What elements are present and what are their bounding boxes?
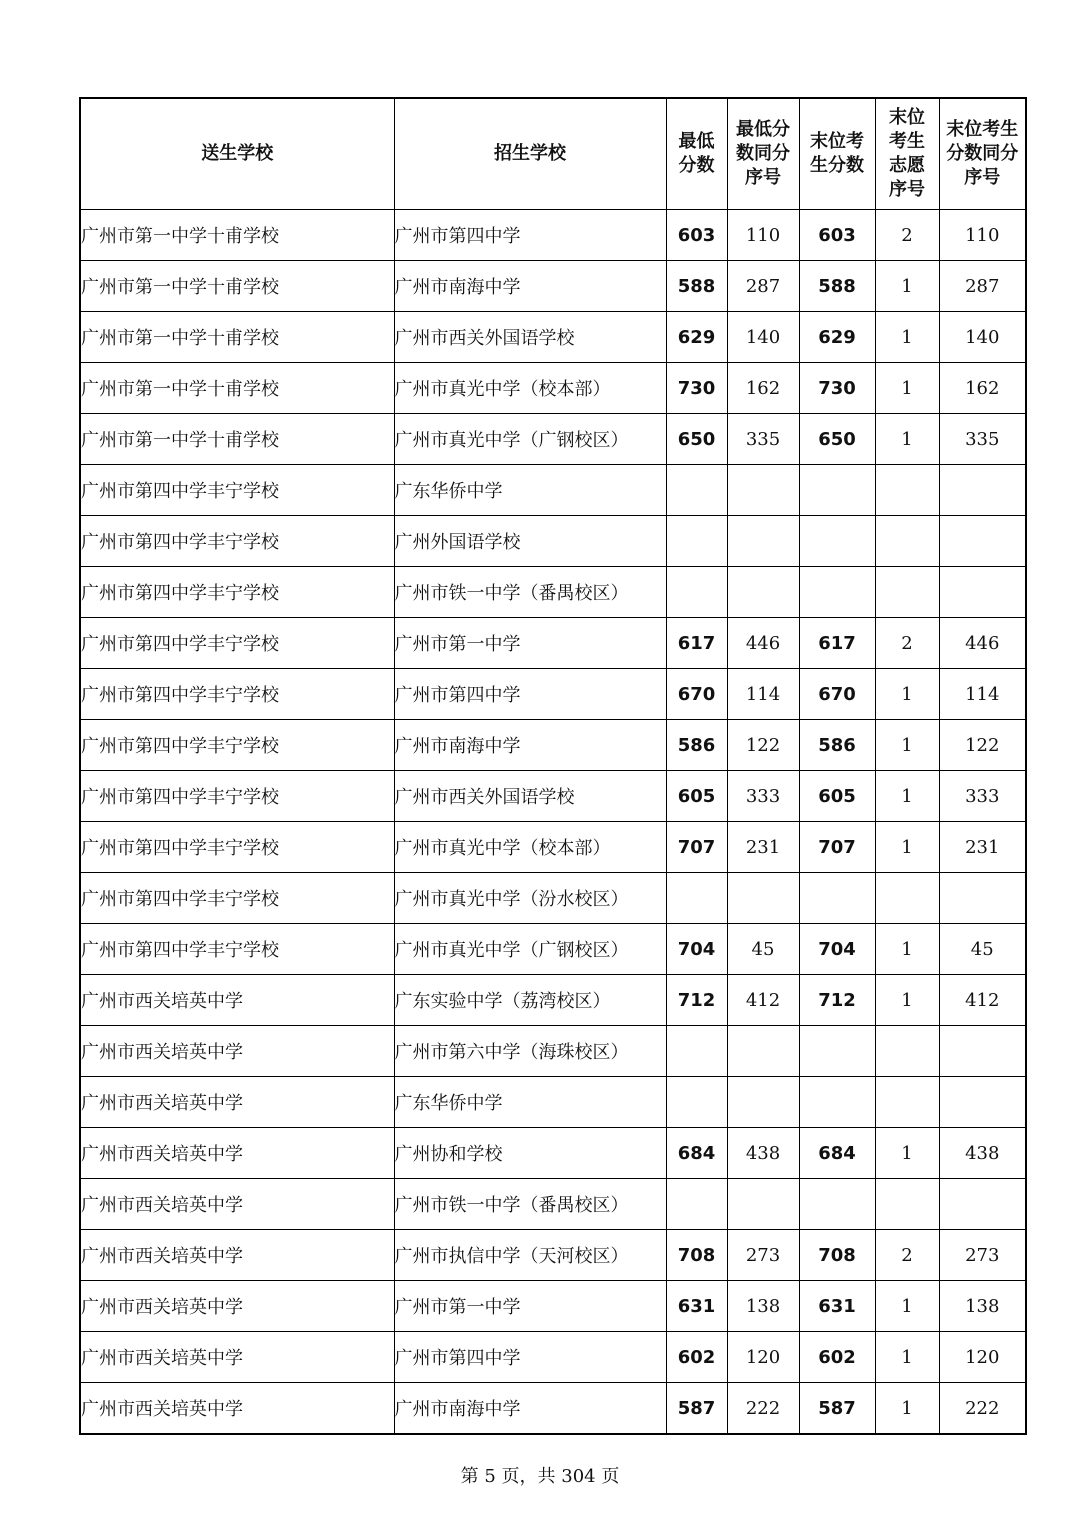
min-rank-cell: 114 bbox=[727, 669, 799, 720]
recruit-school-cell: 广州市真光中学（校本部） bbox=[394, 363, 666, 414]
last-pref-cell: 1 bbox=[875, 669, 939, 720]
last-pref-cell: 1 bbox=[875, 1383, 939, 1435]
last-pref-cell: 1 bbox=[875, 261, 939, 312]
last-rank-cell bbox=[939, 465, 1026, 516]
table-row bbox=[80, 210, 1026, 261]
last-score-cell: 704 bbox=[799, 924, 875, 975]
last-rank-cell: 45 bbox=[939, 924, 1026, 975]
last-pref-cell: 1 bbox=[875, 1128, 939, 1179]
send-school-cell: 广州市西关培英中学 bbox=[80, 1077, 394, 1128]
last-score-cell: 617 bbox=[799, 618, 875, 669]
last-score-cell: 602 bbox=[799, 1332, 875, 1383]
last-rank-cell: 412 bbox=[939, 975, 1026, 1026]
min-rank-cell: 140 bbox=[727, 312, 799, 363]
send-school-cell: 广州市西关培英中学 bbox=[80, 1281, 394, 1332]
last-score-cell: 631 bbox=[799, 1281, 875, 1332]
min-rank-cell bbox=[727, 873, 799, 924]
min-score-cell: 650 bbox=[666, 414, 727, 465]
table-row bbox=[80, 414, 1026, 465]
min-score-cell: 670 bbox=[666, 669, 727, 720]
send-school-cell: 广州市第一中学十甫学校 bbox=[80, 210, 394, 261]
recruit-school-cell: 广州市真光中学（校本部） bbox=[394, 822, 666, 873]
table-row bbox=[80, 771, 1026, 822]
last-rank-cell: 122 bbox=[939, 720, 1026, 771]
send-school-cell: 广州市第一中学十甫学校 bbox=[80, 414, 394, 465]
recruit-school-cell: 广州市真光中学（广钢校区） bbox=[394, 414, 666, 465]
last-pref-cell bbox=[875, 567, 939, 618]
last-pref-cell: 1 bbox=[875, 363, 939, 414]
last-rank-cell: 110 bbox=[939, 210, 1026, 261]
last-score-cell: 587 bbox=[799, 1383, 875, 1435]
header-last-rank: 末位考生分数同分序号 bbox=[939, 98, 1026, 210]
min-score-cell bbox=[666, 873, 727, 924]
table-row bbox=[80, 1026, 1026, 1077]
last-score-cell: 605 bbox=[799, 771, 875, 822]
recruit-school-cell: 广州市执信中学（天河校区） bbox=[394, 1230, 666, 1281]
last-rank-cell: 120 bbox=[939, 1332, 1026, 1383]
last-score-cell: 730 bbox=[799, 363, 875, 414]
last-pref-cell bbox=[875, 516, 939, 567]
table-row bbox=[80, 1281, 1026, 1332]
last-rank-cell: 231 bbox=[939, 822, 1026, 873]
min-rank-cell bbox=[727, 1179, 799, 1230]
table-row bbox=[80, 363, 1026, 414]
last-score-cell: 586 bbox=[799, 720, 875, 771]
last-pref-cell: 1 bbox=[875, 822, 939, 873]
last-rank-cell: 114 bbox=[939, 669, 1026, 720]
min-rank-cell bbox=[727, 465, 799, 516]
last-score-cell: 708 bbox=[799, 1230, 875, 1281]
last-pref-cell: 1 bbox=[875, 771, 939, 822]
min-rank-cell: 138 bbox=[727, 1281, 799, 1332]
min-score-cell: 602 bbox=[666, 1332, 727, 1383]
min-score-cell bbox=[666, 1026, 727, 1077]
min-rank-cell bbox=[727, 567, 799, 618]
last-rank-cell: 333 bbox=[939, 771, 1026, 822]
table-row bbox=[80, 975, 1026, 1026]
min-rank-cell: 438 bbox=[727, 1128, 799, 1179]
recruit-school-cell: 广州协和学校 bbox=[394, 1128, 666, 1179]
last-score-cell: 707 bbox=[799, 822, 875, 873]
send-school-cell: 广州市第四中学丰宁学校 bbox=[80, 873, 394, 924]
send-school-cell: 广州市第四中学丰宁学校 bbox=[80, 822, 394, 873]
header-min-rank: 最低分数同分序号 bbox=[727, 98, 799, 210]
recruit-school-cell: 广州市第四中学 bbox=[394, 1332, 666, 1383]
recruit-school-cell: 广东实验中学（荔湾校区） bbox=[394, 975, 666, 1026]
min-rank-cell: 287 bbox=[727, 261, 799, 312]
recruit-school-cell: 广州市第一中学 bbox=[394, 618, 666, 669]
last-rank-cell: 273 bbox=[939, 1230, 1026, 1281]
recruit-school-cell: 广州外国语学校 bbox=[394, 516, 666, 567]
last-score-cell bbox=[799, 1026, 875, 1077]
last-rank-cell bbox=[939, 873, 1026, 924]
table-row bbox=[80, 1179, 1026, 1230]
recruit-school-cell: 广州市西关外国语学校 bbox=[394, 771, 666, 822]
min-score-cell: 617 bbox=[666, 618, 727, 669]
min-score-cell bbox=[666, 1179, 727, 1230]
table-row bbox=[80, 618, 1026, 669]
recruit-school-cell: 广州市铁一中学（番禺校区） bbox=[394, 567, 666, 618]
min-rank-cell bbox=[727, 1077, 799, 1128]
last-score-cell: 684 bbox=[799, 1128, 875, 1179]
table-row bbox=[80, 1332, 1026, 1383]
send-school-cell: 广州市西关培英中学 bbox=[80, 975, 394, 1026]
last-score-cell bbox=[799, 1077, 875, 1128]
last-pref-cell bbox=[875, 1026, 939, 1077]
table-row bbox=[80, 1077, 1026, 1128]
header-last-pref: 末位考生志愿序号 bbox=[875, 98, 939, 210]
min-score-cell: 629 bbox=[666, 312, 727, 363]
last-rank-cell: 140 bbox=[939, 312, 1026, 363]
header-last-score: 末位考生分数 bbox=[799, 98, 875, 210]
min-score-cell: 708 bbox=[666, 1230, 727, 1281]
last-pref-cell: 1 bbox=[875, 414, 939, 465]
recruit-school-cell: 广州市南海中学 bbox=[394, 720, 666, 771]
last-score-cell bbox=[799, 1179, 875, 1230]
recruit-school-cell: 广州市第四中学 bbox=[394, 669, 666, 720]
recruit-school-cell: 广州市真光中学（汾水校区） bbox=[394, 873, 666, 924]
send-school-cell: 广州市第四中学丰宁学校 bbox=[80, 720, 394, 771]
min-score-cell bbox=[666, 465, 727, 516]
send-school-cell: 广州市西关培英中学 bbox=[80, 1128, 394, 1179]
last-rank-cell: 287 bbox=[939, 261, 1026, 312]
header-send-school: 送生学校 bbox=[80, 98, 394, 210]
min-rank-cell: 231 bbox=[727, 822, 799, 873]
send-school-cell: 广州市第四中学丰宁学校 bbox=[80, 924, 394, 975]
last-pref-cell: 2 bbox=[875, 1230, 939, 1281]
min-rank-cell: 335 bbox=[727, 414, 799, 465]
send-school-cell: 广州市西关培英中学 bbox=[80, 1026, 394, 1077]
min-score-cell: 730 bbox=[666, 363, 727, 414]
table-row bbox=[80, 567, 1026, 618]
min-rank-cell: 122 bbox=[727, 720, 799, 771]
last-rank-cell bbox=[939, 516, 1026, 567]
send-school-cell: 广州市第四中学丰宁学校 bbox=[80, 618, 394, 669]
min-rank-cell: 333 bbox=[727, 771, 799, 822]
recruit-school-cell: 广东华侨中学 bbox=[394, 465, 666, 516]
recruit-school-cell: 广州市真光中学（广钢校区） bbox=[394, 924, 666, 975]
recruit-school-cell: 广州市南海中学 bbox=[394, 261, 666, 312]
table-row bbox=[80, 1383, 1026, 1435]
table-row bbox=[80, 261, 1026, 312]
last-rank-cell: 446 bbox=[939, 618, 1026, 669]
last-pref-cell bbox=[875, 465, 939, 516]
send-school-cell: 广州市第四中学丰宁学校 bbox=[80, 465, 394, 516]
last-rank-cell: 222 bbox=[939, 1383, 1026, 1435]
last-rank-cell: 138 bbox=[939, 1281, 1026, 1332]
last-rank-cell bbox=[939, 1026, 1026, 1077]
table-row bbox=[80, 312, 1026, 363]
min-rank-cell: 273 bbox=[727, 1230, 799, 1281]
min-rank-cell: 446 bbox=[727, 618, 799, 669]
send-school-cell: 广州市第一中学十甫学校 bbox=[80, 312, 394, 363]
min-score-cell bbox=[666, 1077, 727, 1128]
last-rank-cell bbox=[939, 1179, 1026, 1230]
send-school-cell: 广州市第四中学丰宁学校 bbox=[80, 771, 394, 822]
table-row bbox=[80, 1128, 1026, 1179]
send-school-cell: 广州市第四中学丰宁学校 bbox=[80, 516, 394, 567]
last-rank-cell: 335 bbox=[939, 414, 1026, 465]
min-score-cell: 707 bbox=[666, 822, 727, 873]
min-score-cell: 605 bbox=[666, 771, 727, 822]
last-pref-cell: 1 bbox=[875, 924, 939, 975]
min-score-cell: 603 bbox=[666, 210, 727, 261]
last-pref-cell: 1 bbox=[875, 1332, 939, 1383]
last-score-cell: 588 bbox=[799, 261, 875, 312]
table-row bbox=[80, 822, 1026, 873]
min-score-cell: 586 bbox=[666, 720, 727, 771]
last-score-cell: 650 bbox=[799, 414, 875, 465]
header-min-score: 最低分数 bbox=[666, 98, 727, 210]
admission-table bbox=[79, 97, 1027, 1435]
min-rank-cell: 45 bbox=[727, 924, 799, 975]
min-score-cell: 631 bbox=[666, 1281, 727, 1332]
min-rank-cell bbox=[727, 516, 799, 567]
last-score-cell: 712 bbox=[799, 975, 875, 1026]
last-pref-cell: 1 bbox=[875, 312, 939, 363]
last-pref-cell: 2 bbox=[875, 618, 939, 669]
last-rank-cell: 162 bbox=[939, 363, 1026, 414]
recruit-school-cell: 广州市铁一中学（番禺校区） bbox=[394, 1179, 666, 1230]
last-rank-cell: 438 bbox=[939, 1128, 1026, 1179]
recruit-school-cell: 广州市第六中学（海珠校区） bbox=[394, 1026, 666, 1077]
last-score-cell bbox=[799, 873, 875, 924]
last-score-cell bbox=[799, 516, 875, 567]
table-row bbox=[80, 873, 1026, 924]
min-score-cell bbox=[666, 567, 727, 618]
min-rank-cell bbox=[727, 1026, 799, 1077]
recruit-school-cell: 广州市西关外国语学校 bbox=[394, 312, 666, 363]
table-row bbox=[80, 1230, 1026, 1281]
min-rank-cell: 110 bbox=[727, 210, 799, 261]
header-row bbox=[80, 98, 1026, 210]
last-pref-cell: 1 bbox=[875, 720, 939, 771]
send-school-cell: 广州市西关培英中学 bbox=[80, 1230, 394, 1281]
min-score-cell: 587 bbox=[666, 1383, 727, 1435]
page-footer: 第 5 页，共 304 页 bbox=[460, 1466, 620, 1487]
last-pref-cell: 1 bbox=[875, 975, 939, 1026]
last-score-cell bbox=[799, 465, 875, 516]
min-rank-cell: 120 bbox=[727, 1332, 799, 1383]
send-school-cell: 广州市西关培英中学 bbox=[80, 1332, 394, 1383]
last-pref-cell: 2 bbox=[875, 210, 939, 261]
min-score-cell: 684 bbox=[666, 1128, 727, 1179]
send-school-cell: 广州市西关培英中学 bbox=[80, 1179, 394, 1230]
min-rank-cell: 412 bbox=[727, 975, 799, 1026]
table-row bbox=[80, 924, 1026, 975]
send-school-cell: 广州市第四中学丰宁学校 bbox=[80, 669, 394, 720]
last-pref-cell bbox=[875, 873, 939, 924]
last-rank-cell bbox=[939, 567, 1026, 618]
recruit-school-cell: 广东华侨中学 bbox=[394, 1077, 666, 1128]
send-school-cell: 广州市第一中学十甫学校 bbox=[80, 363, 394, 414]
min-score-cell bbox=[666, 516, 727, 567]
last-score-cell bbox=[799, 567, 875, 618]
last-score-cell: 603 bbox=[799, 210, 875, 261]
last-score-cell: 670 bbox=[799, 669, 875, 720]
table-row bbox=[80, 516, 1026, 567]
last-score-cell: 629 bbox=[799, 312, 875, 363]
send-school-cell: 广州市第一中学十甫学校 bbox=[80, 261, 394, 312]
table-row bbox=[80, 669, 1026, 720]
min-score-cell: 588 bbox=[666, 261, 727, 312]
recruit-school-cell: 广州市第四中学 bbox=[394, 210, 666, 261]
recruit-school-cell: 广州市南海中学 bbox=[394, 1383, 666, 1435]
table-row bbox=[80, 720, 1026, 771]
min-rank-cell: 222 bbox=[727, 1383, 799, 1435]
last-pref-cell bbox=[875, 1179, 939, 1230]
min-score-cell: 712 bbox=[666, 975, 727, 1026]
recruit-school-cell: 广州市第一中学 bbox=[394, 1281, 666, 1332]
send-school-cell: 广州市第四中学丰宁学校 bbox=[80, 567, 394, 618]
last-rank-cell bbox=[939, 1077, 1026, 1128]
table-row bbox=[80, 465, 1026, 516]
header-recruit-school: 招生学校 bbox=[394, 98, 666, 210]
min-rank-cell: 162 bbox=[727, 363, 799, 414]
min-score-cell: 704 bbox=[666, 924, 727, 975]
last-pref-cell bbox=[875, 1077, 939, 1128]
last-pref-cell: 1 bbox=[875, 1281, 939, 1332]
send-school-cell: 广州市西关培英中学 bbox=[80, 1383, 394, 1435]
